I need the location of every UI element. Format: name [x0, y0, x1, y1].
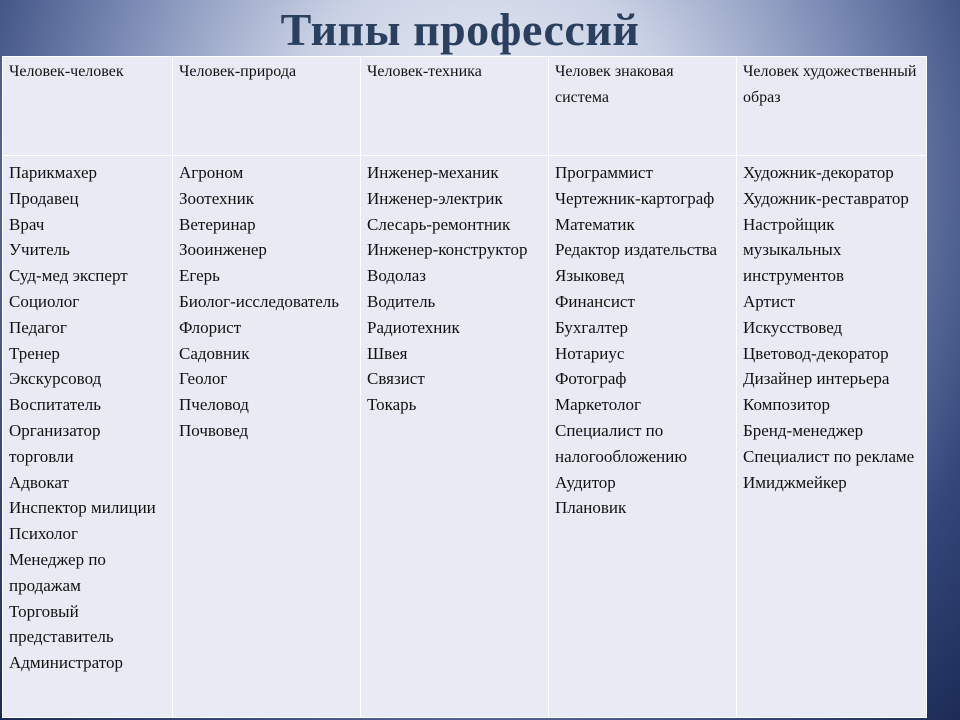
profession-item: Ветеринар: [179, 214, 256, 234]
profession-item: Продавец: [9, 188, 79, 208]
profession-item: Композитор: [743, 395, 831, 415]
profession-item: Адвокат: [9, 472, 69, 492]
header-cell-person-person: Человек-человек: [3, 57, 173, 156]
column-person-nature: [173, 156, 361, 718]
profession-item: Искусствовед: [743, 317, 843, 337]
page-title: Типы профессий: [280, 4, 640, 55]
profession-item: Программист: [555, 163, 653, 182]
profession-item: Тренер: [9, 343, 60, 363]
profession-item: Парикмахер: [9, 163, 97, 182]
profession-item: Организатор торговли: [9, 420, 101, 466]
profession-item: Инженер-конструктор: [367, 240, 528, 260]
profession-item: Токарь: [367, 395, 417, 415]
profession-item: Суд-мед эксперт: [9, 266, 128, 286]
profession-item: Социолог: [9, 291, 80, 311]
column-person-person: [3, 156, 173, 718]
profession-item: Маркетолог: [555, 395, 641, 415]
profession-item: Артист: [743, 291, 796, 311]
profession-item: Садовник: [179, 343, 250, 363]
profession-item: Торговый представитель: [9, 601, 114, 647]
profession-item: Психолог: [9, 524, 79, 544]
profession-item: Инспектор милиции: [9, 498, 156, 518]
profession-item: Радиотехник: [367, 317, 460, 337]
profession-item: Воспитатель: [9, 395, 101, 415]
profession-item: Художник-реставратор: [743, 188, 909, 208]
profession-item: Зоотехник: [179, 188, 254, 208]
profession-item: Врач: [9, 214, 45, 234]
header-cell-person-artistic-image: Человек художественный образ: [737, 57, 927, 156]
header-cell-person-sign-system: Человек знаковая система: [549, 57, 737, 156]
profession-item: Языковед: [555, 266, 625, 286]
profession-item: Менеджер по продажам: [9, 549, 106, 595]
profession-item: Финансист: [555, 291, 635, 311]
profession-item: Редактор издательства: [555, 240, 718, 260]
profession-item: Инженер-электрик: [367, 188, 503, 208]
profession-item: Специалист по налогообложению: [555, 420, 688, 466]
profession-item: Егерь: [179, 266, 220, 286]
profession-item: Аудитор: [555, 472, 616, 492]
profession-item: Специалист по рекламе: [743, 446, 915, 466]
profession-item: Педагог: [9, 317, 67, 337]
profession-item: Швея: [367, 343, 408, 363]
profession-item: Плановик: [555, 498, 627, 518]
profession-item: Настройщик музыкальных инструментов: [743, 214, 845, 286]
profession-item: Слесарь-ремонтник: [367, 214, 511, 234]
profession-item: Художник-декоратор: [743, 163, 894, 182]
profession-item: Экскурсовод: [9, 369, 102, 389]
header-cell-person-technology: Человек-техника: [361, 57, 549, 156]
professions-row: [3, 156, 927, 718]
profession-item: Почвовед: [179, 420, 249, 440]
profession-item: Водитель: [367, 291, 436, 311]
header-row: [3, 57, 927, 156]
profession-item: Флорист: [179, 317, 242, 337]
profession-item: Водолаз: [367, 266, 427, 286]
profession-item: Бухгалтер: [555, 317, 628, 337]
profession-item: Имиджмейкер: [743, 472, 847, 492]
profession-item: Зооинженер: [179, 240, 267, 260]
profession-item: Пчеловод: [179, 395, 249, 415]
profession-item: Фотограф: [555, 369, 627, 389]
profession-item: Инженер-механик: [367, 163, 499, 182]
profession-item: Учитель: [9, 240, 70, 260]
profession-item: Связист: [367, 369, 425, 389]
column-person-artistic-image: [737, 156, 927, 718]
profession-item: Нотариус: [555, 343, 625, 363]
column-person-sign-system: [549, 156, 737, 718]
column-person-technology: [361, 156, 549, 718]
profession-item: Биолог-исследователь: [179, 291, 340, 311]
profession-item: Агроном: [179, 163, 244, 182]
profession-item: Бренд-менеджер: [743, 420, 864, 440]
profession-item: Математик: [555, 214, 635, 234]
profession-item: Цветовод-декоратор: [743, 343, 889, 363]
profession-item: Дизайнер интерьера: [743, 369, 890, 389]
profession-item: Администратор: [9, 653, 123, 673]
professions-table: [2, 56, 927, 718]
header-cell-person-nature: Человек-природа: [173, 57, 361, 156]
profession-item: Чертежник-картограф: [555, 188, 715, 208]
profession-item: Геолог: [179, 369, 228, 389]
